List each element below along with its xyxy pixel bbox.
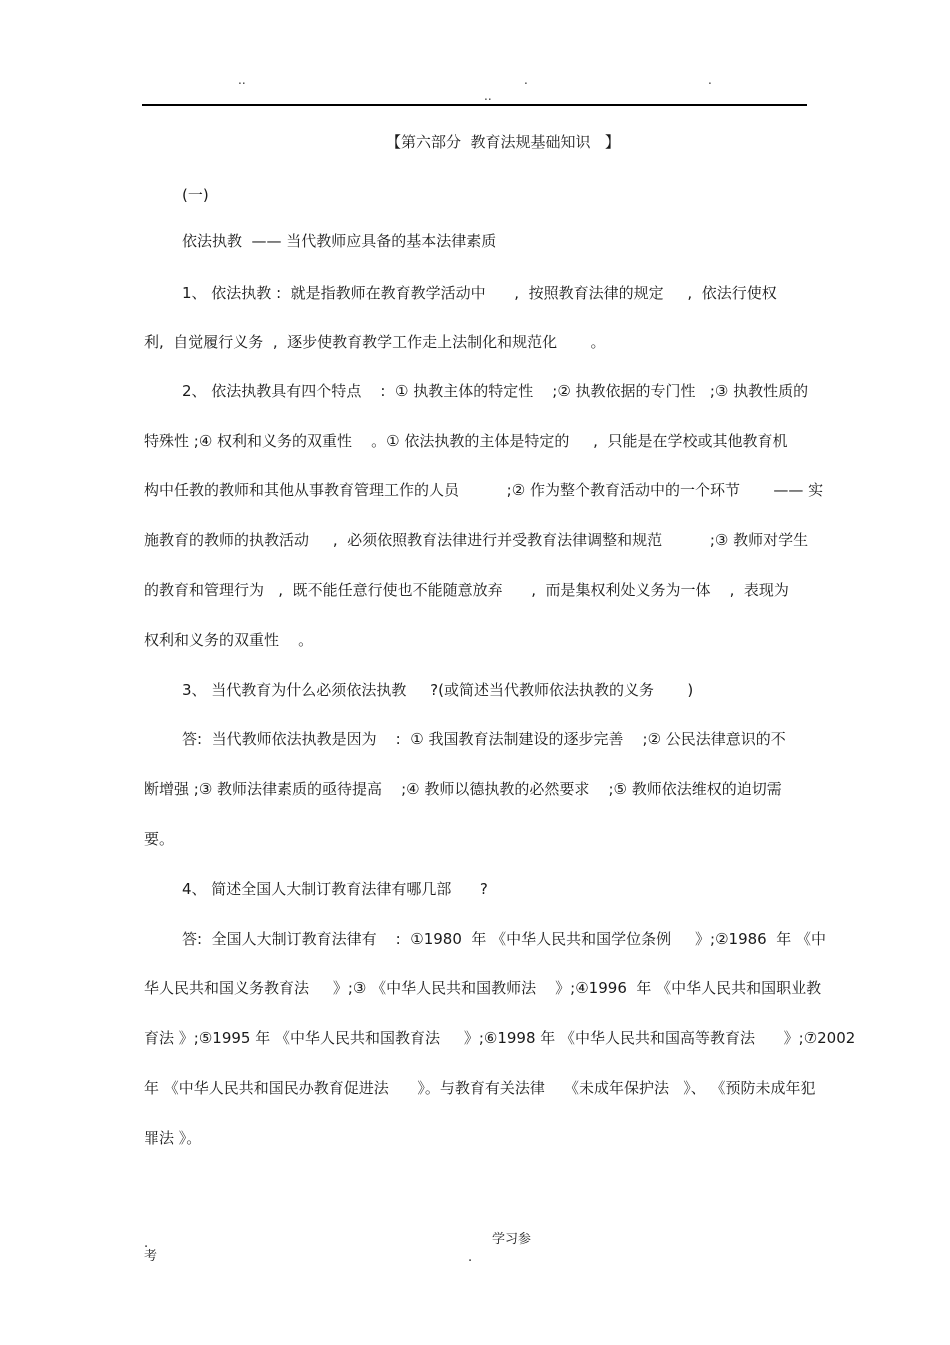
paragraph-line: 的教育和管理行为 , 既不能任意行使也不能随意放弃 , 而是集权利处义务为一体 , 表现为 xyxy=(144,581,789,599)
answer-line: 罪法 》。 xyxy=(144,1129,202,1147)
answer-line: 断增强 ;③ 教师法律素质的亟待提高 ;④ 教师以德执教的必然要求 ;⑤ 教师依法维权的迫切需 xyxy=(144,780,782,798)
paragraph-line: 施教育的教师的执教活动 , 必须依照教育法律进行并受教育法律调整和规范 ;③ 教师对学生 xyxy=(144,531,809,549)
answer-line: 华人民共和国义务教育法 》;③ 《中华人民共和国教师法 》;④1996 年 《中华人民共和国职业教 xyxy=(144,979,822,997)
page-title: 【第六部分 教育法规基础知识 】 xyxy=(386,133,620,151)
paragraph-line: 利, 自觉履行义务 , 逐步使教育教学工作走上法制化和规范化 。 xyxy=(144,333,606,351)
answer-line: 育法 》;⑤1995 年 《中华人民共和国教育法 》;⑥1998 年 《中华人民共和国高等教育法 》;⑦2002 xyxy=(144,1029,856,1047)
paragraph-line: 构中任教的教师和其他从事教育管理工作的人员 ;② 作为整个教育活动中的一个环节 —— 实 xyxy=(144,481,824,499)
footer-dot: . xyxy=(468,1250,473,1265)
paragraph-line: 权利和义务的双重性 。 xyxy=(144,631,314,649)
header-mark: . xyxy=(524,73,528,87)
header-mark: .. xyxy=(238,73,246,87)
answer-line: 答: 当代教师依法执教是因为 : ① 我国教育法制建设的逐步完善 ;② 公民法律意识的不 xyxy=(182,730,786,748)
answer-line: 年 《中华人民共和国民办教育促进法 》。与教育有关法律 《未成年保护法 》、 《预防未成年犯 xyxy=(144,1079,816,1097)
question-line: 3、 当代教育为什么必须依法执教 ?(或简述当代教师依法执教的义务 ) xyxy=(182,681,694,699)
header-mark: . xyxy=(708,73,712,87)
section-heading: 依法执教 —— 当代教师应具备的基本法律素质 xyxy=(182,232,497,250)
footer-label: 学习参 xyxy=(492,1232,532,1247)
footer-label-continued: 考 xyxy=(144,1249,158,1264)
header-mark: .. xyxy=(484,89,492,103)
paragraph-line: 1、 依法执教 : 就是指教师在教育教学活动中 , 按照教育法律的规定 , 依法行使权 xyxy=(182,284,777,302)
paragraph-line: 特殊性 ;④ 权利和义务的双重性 。① 依法执教的主体是特定的 , 只能是在学校或其他教育机 xyxy=(144,432,788,450)
answer-line: 要。 xyxy=(144,830,175,848)
paragraph-line: 2、 依法执教具有四个特点 : ① 执教主体的特定性 ;② 执教依据的专门性 ;③ 执教性质的 xyxy=(182,382,809,400)
question-line: 4、 简述全国人大制订教育法律有哪几部 ? xyxy=(182,880,488,898)
header-rule xyxy=(142,104,807,106)
answer-line: 答: 全国人大制订教育法律有 : ①1980 年 《中华人民共和国学位条例 》;②1986 年 《中 xyxy=(182,930,826,948)
footer-dot: . xyxy=(144,1236,149,1251)
section-number: (一) xyxy=(182,186,209,204)
